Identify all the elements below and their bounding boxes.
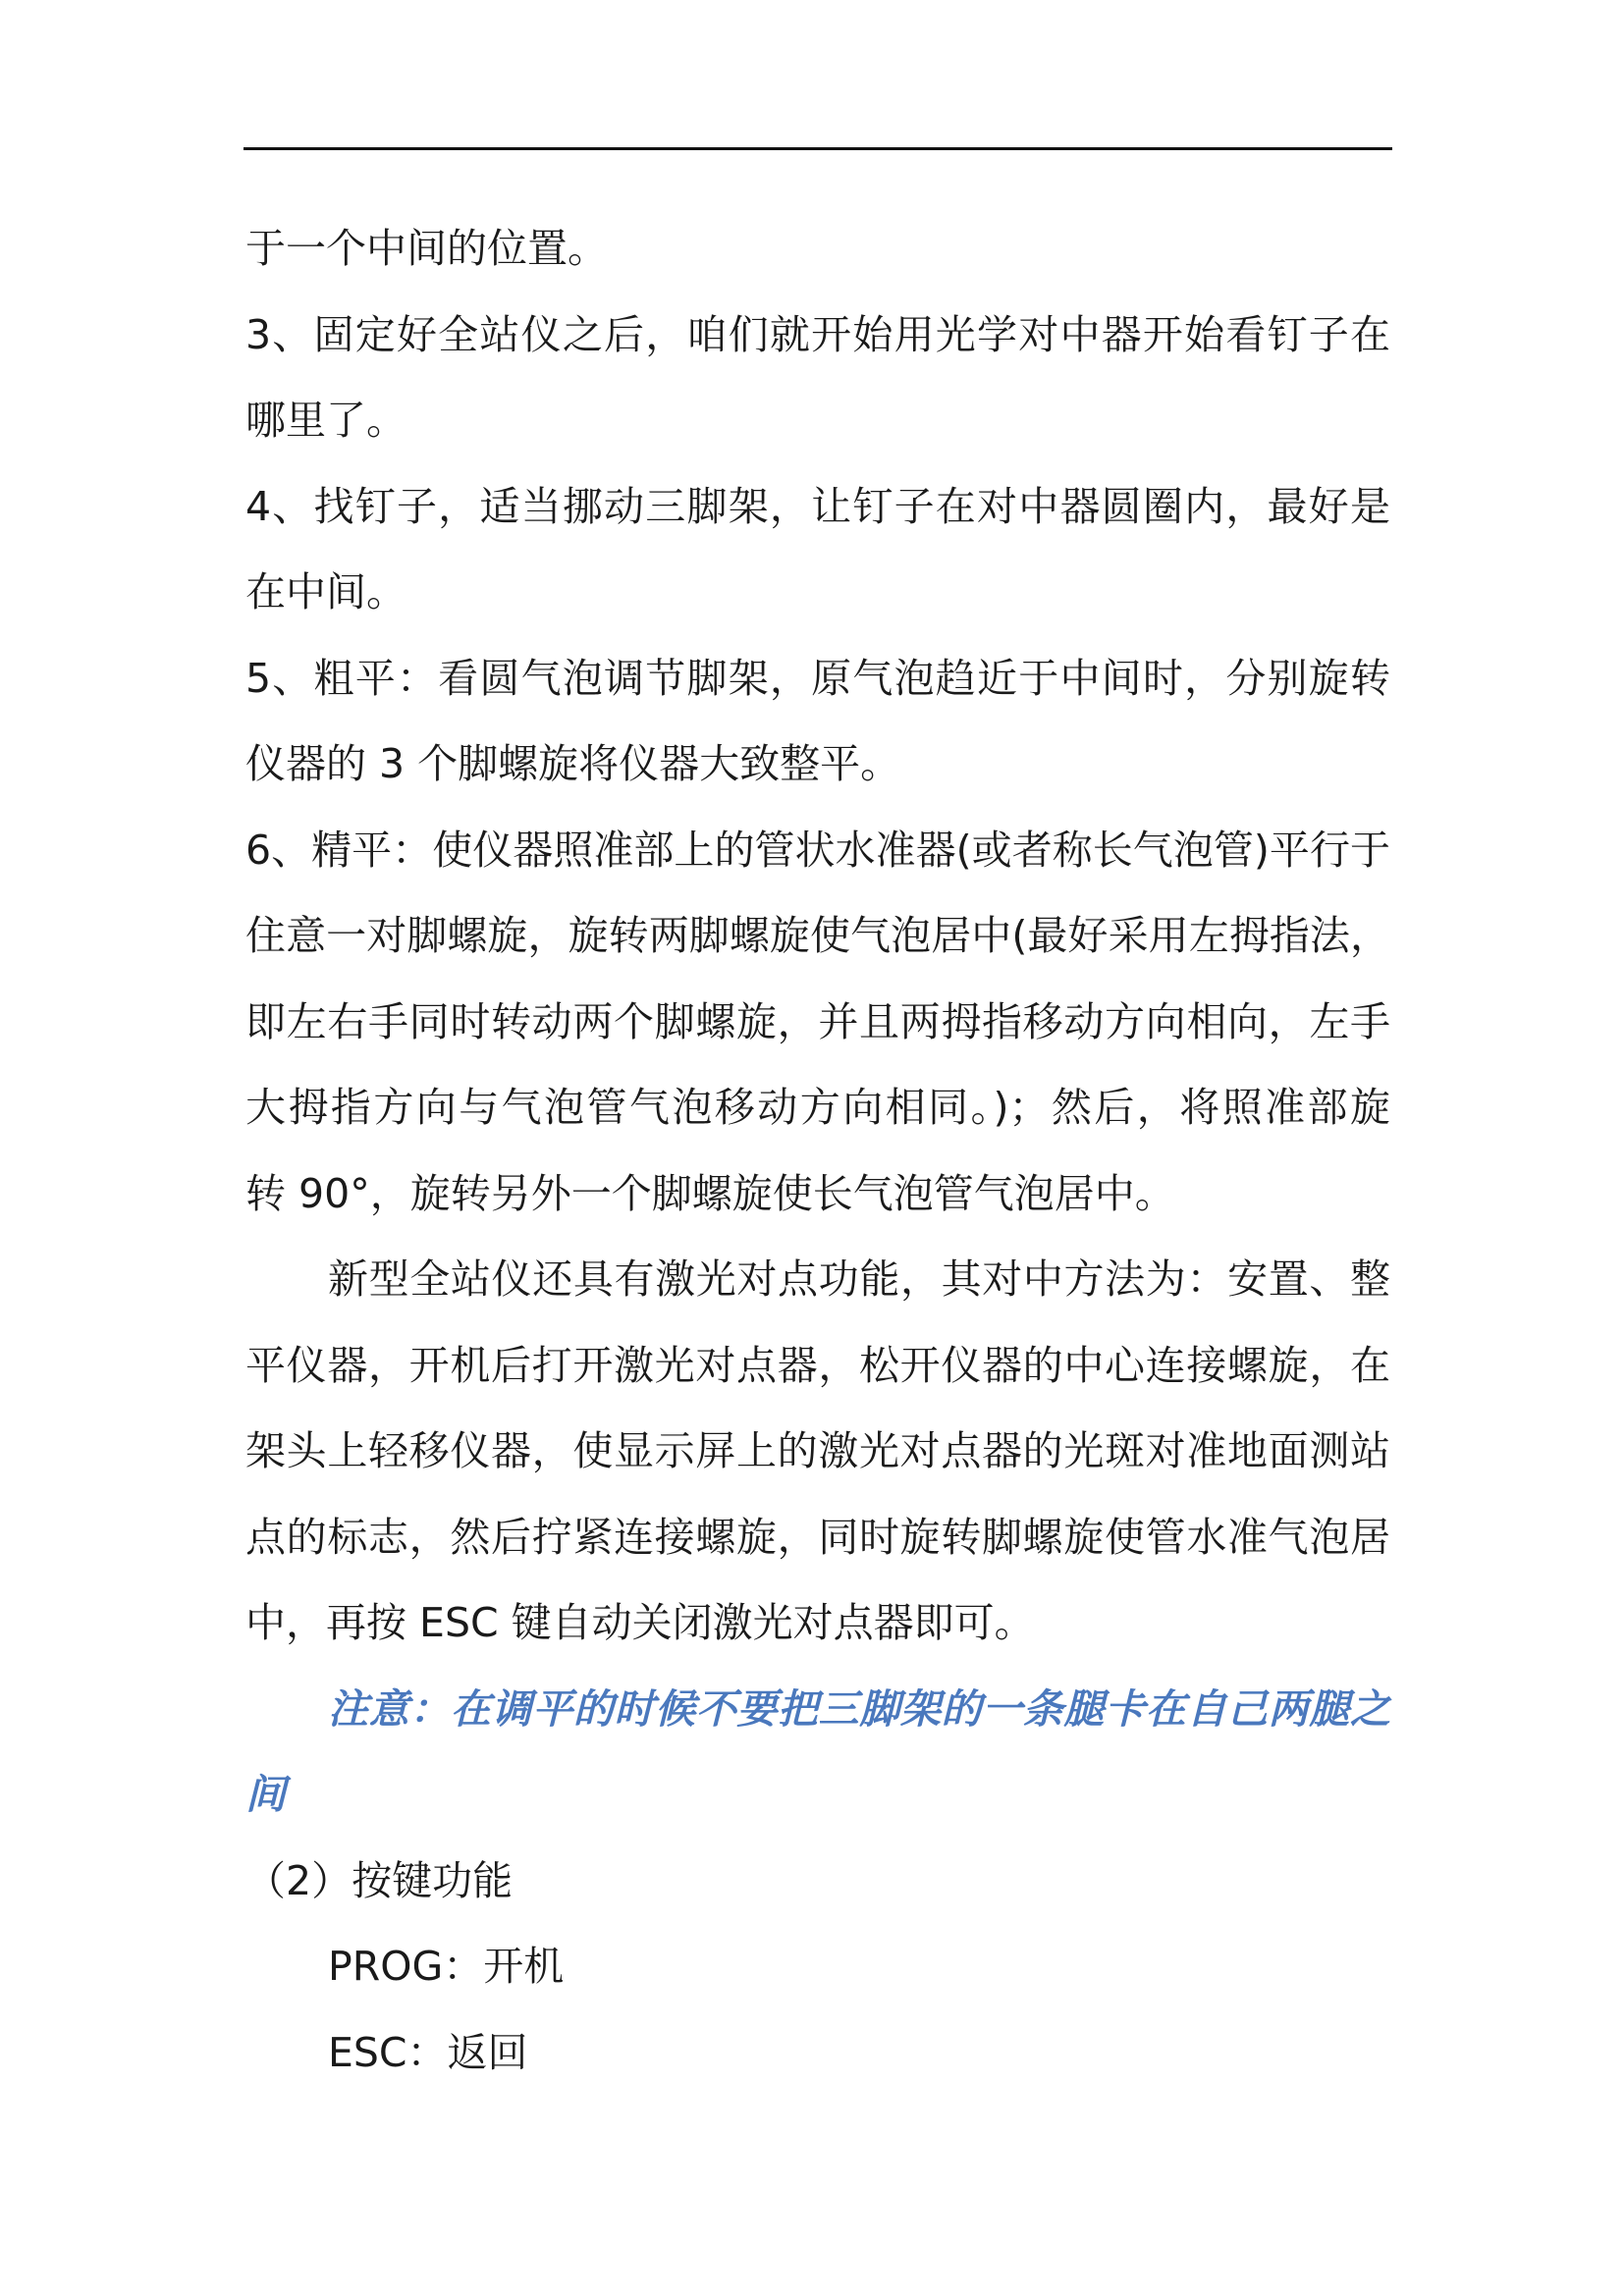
step-5-line: 5、粗平：看圆气泡调节脚架，原气泡趋近于中间时，分别旋转 bbox=[245, 654, 1390, 702]
note-line: 间 bbox=[245, 1771, 286, 1818]
header-rule bbox=[244, 147, 1392, 150]
text-line: 于一个中间的位置。 bbox=[245, 225, 608, 272]
text-line: 大拇指方向与气泡管气泡移动方向相同。)；然后，将照准部旋 bbox=[245, 1084, 1390, 1131]
text-line: 哪里了。 bbox=[245, 397, 406, 444]
text-line: 架头上轻移仪器，使显示屏上的激光对点器的光斑对准地面测站 bbox=[245, 1427, 1390, 1474]
text-line: 在中间。 bbox=[245, 568, 406, 615]
document-body bbox=[245, 206, 1390, 2096]
text-line: 点的标志，然后拧紧连接螺旋，同时旋转脚螺旋使管水准气泡居 bbox=[245, 1513, 1390, 1561]
laser-paragraph-first-line: 新型全站仪还具有激光对点功能，其对中方法为：安置、整 bbox=[328, 1255, 1390, 1303]
text-line: 转 90°，旋转另外一个脚螺旋使长气泡管气泡居中。 bbox=[245, 1169, 1175, 1217]
text-line: 住意一对脚螺旋，旋转两脚螺旋使气泡居中(最好采用左拇指法， bbox=[245, 912, 1390, 959]
note-line: 注意：在调平的时候不要把三脚架的一条腿卡在自己两腿之 bbox=[328, 1684, 1390, 1733]
section-heading: （2）按键功能 bbox=[245, 1856, 514, 1904]
step-3-line: 3、固定好全站仪之后，咱们就开始用光学对中器开始看钉子在 bbox=[245, 310, 1390, 358]
key-function-item: PROG：开机 bbox=[328, 1943, 565, 1990]
key-function-item: ESC：返回 bbox=[328, 2028, 528, 2076]
text-line: 即左右手同时转动两个脚螺旋，并且两拇指移动方向相向，左手 bbox=[245, 997, 1390, 1045]
text-line: 中，再按 ESC 键自动关闭激光对点器即可。 bbox=[245, 1599, 1035, 1646]
text-line: 仪器的 3 个脚螺旋将仪器大致整平。 bbox=[245, 740, 901, 787]
text-line: 平仪器，开机后打开激光对点器，松开仪器的中心连接螺旋，在 bbox=[245, 1341, 1390, 1389]
step-6-line: 6、精平：使仪器照准部上的管状水准器(或者称长气泡管)平行于 bbox=[245, 826, 1390, 874]
step-4-line: 4、找钉子，适当挪动三脚架，让钉子在对中器圆圈内，最好是 bbox=[245, 482, 1390, 530]
